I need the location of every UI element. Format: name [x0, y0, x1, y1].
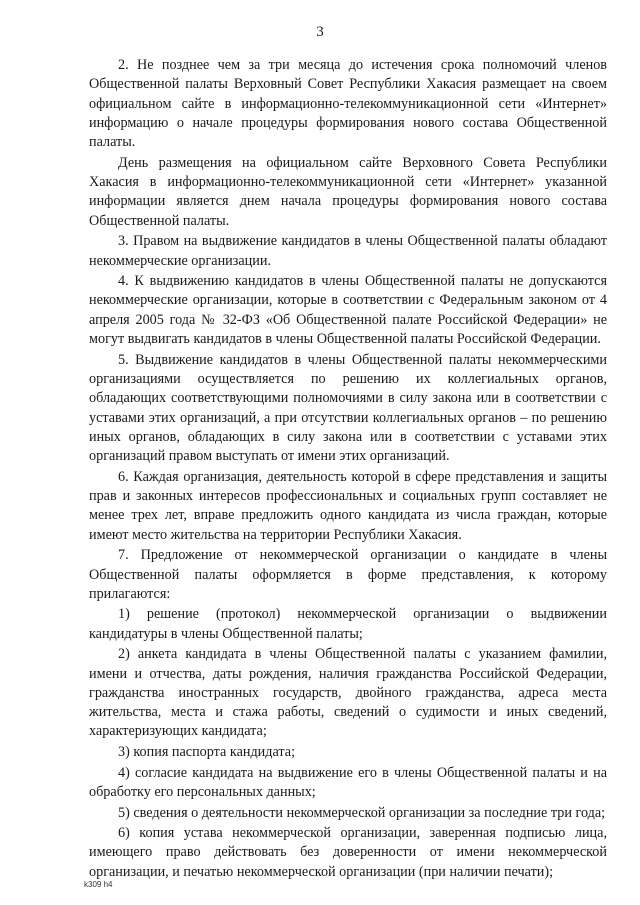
paragraph-2: 2. Не позднее чем за три месяца до истечения срока полномочий членов Общественной палаты Верховный Совет Республики Хакасия размещает на своем официальном сайте в информационно-телекоммуникационной сети «Интернет» информацию о начале процедуры формирования нового состава Общественной палаты. [89, 57, 607, 151]
list-item-6: 6) копия устава некоммерческой организации, заверенная подписью лица, имеющего право действовать без доверенности от имени некоммерческой организации, и печатью некоммерческой организации (при наличии печати); [89, 825, 607, 880]
paragraph-3: 3. Правом на выдвижение кандидатов в члены Общественной палаты обладают некоммерческие организации. [89, 233, 607, 269]
footer-document-code: k309 h4 [84, 880, 113, 889]
paragraph-5: 5. Выдвижение кандидатов в члены Общественной палаты некоммерческими организациями осуществляется по решению их коллегиальных органов, обладающих соответствующими полномочиями в силу закона или в соответствии с уставами этих организаций, а при отсутствии коллегиальных органов – по решению иных органов, обладающих в силу закона или в соответствии с уставами этих организаций правом выступать от имени этих организаций. [89, 351, 607, 465]
paragraph-6: 6. Каждая организация, деятельность которой в сфере представления и защиты прав и законных интересов профессиональных и социальных групп составляет не менее трех лет, вправе предложить одного кандидата из числа граждан, которые имеют место жительства на территории Республики Хакасия. [89, 468, 607, 543]
list-item-1: 1) решение (протокол) некоммерческой организации о выдвижении кандидатуры в члены Общественной палаты; [89, 606, 607, 642]
paragraph-7: 7. Предложение от некоммерческой организации о кандидате в члены Общественной палаты оформляется в форме представления, к которому прилагаются: [89, 547, 607, 602]
list-item-2: 2) анкета кандидата в члены Общественной палаты с указанием фамилии, имени и отчества, даты рождения, наличия гражданства Российской Федерации, гражданства иностранных государств, двойного гражданства, адреса места жительства, места и стажа работы, сведений о судимости и иных сведений, характеризующих кандидата; [89, 646, 607, 740]
paragraph-4: 4. К выдвижению кандидатов в члены Общественной палаты не допускаются некоммерческие организации, которые в соответствии с Федеральным законом от 4 апреля 2005 года № 32-ФЗ «Об Общественной палате Российской Федерации» не могут выдвигать кандидатов в члены Общественной палаты Российской Федерации. [89, 273, 607, 348]
page-number: 3 [316, 24, 324, 40]
document-body [89, 56, 607, 883]
list-item-5: 5) сведения о деятельности некоммерческой организации за последние три года; [118, 804, 606, 821]
paragraph-publication-day: День размещения на официальном сайте Верховного Совета Республики Хакасия в информационно-телекоммуникационной сети «Интернет» указанной информации является днем начала процедуры формирования нового состава Общественной палаты. [89, 154, 607, 229]
list-item-3: 3) копия паспорта кандидата; [118, 744, 296, 761]
list-item-4: 4) согласие кандидата на выдвижение его в члены Общественной палаты и на обработку его персональных данных; [89, 764, 607, 800]
